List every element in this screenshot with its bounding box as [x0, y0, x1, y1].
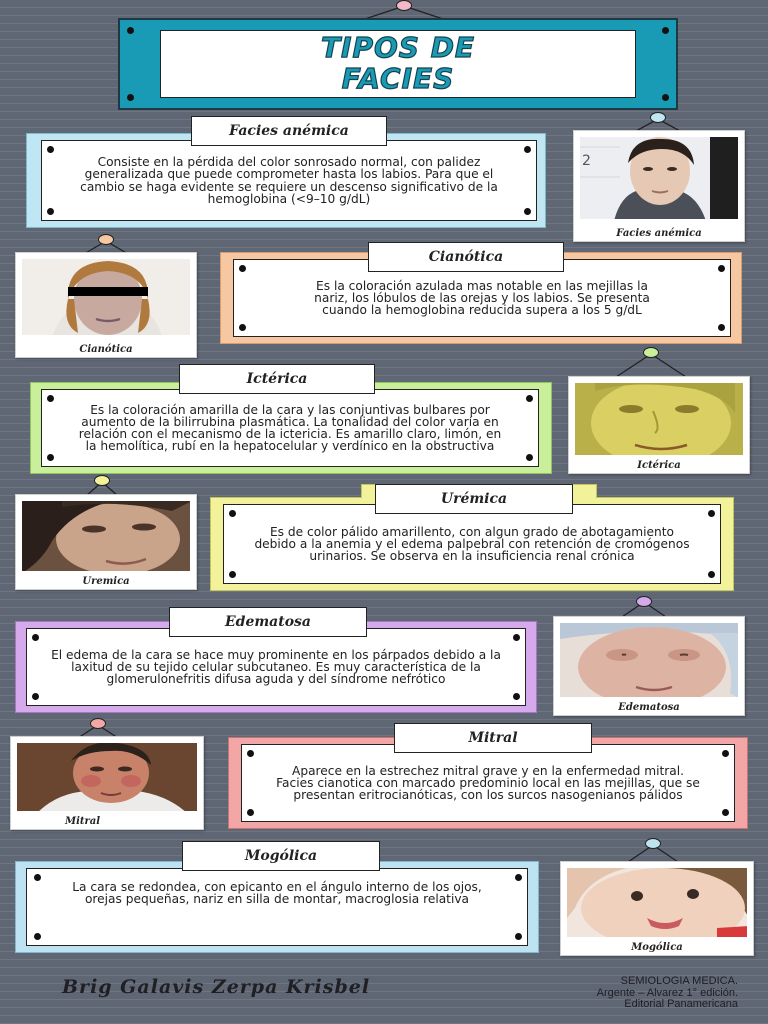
- reference-line1: SEMIOLOGIA MEDICA.: [620, 975, 738, 987]
- uremica-face-image: [22, 501, 190, 571]
- anemica-caption: Facies anémica: [616, 228, 702, 239]
- mitral-photo-pin: [90, 718, 106, 729]
- mitral-caption: Mitral: [65, 816, 101, 827]
- mogolica-photo: [560, 861, 754, 956]
- title-box: [160, 30, 636, 98]
- cianotica-photo: [15, 252, 197, 358]
- anemica-photo: [573, 130, 745, 242]
- anemica-label: Facies anémica: [191, 116, 387, 146]
- uremica-text: Es de color pálido amarillento, con algun grado de abotagamiento debido a la anemia y el edema palpebral con retención de cromógenos urinarios. Se observa en la insuficiencia renal crónica: [223, 504, 721, 584]
- mogolica-label: Mogólica: [182, 841, 380, 871]
- icterica-text: Es la coloración amarilla de la cara y las conjuntivas bulbares por aumento de la bilirrubina plasmática. La tonalidad del color varía en relación con el mecanismo de la ictericia. Es amarillo claro, limón, en la hemolítica, rubí en la hepatocelular y verdínico en la obstructiva: [41, 389, 539, 467]
- uremica-label: Urémica: [375, 484, 573, 514]
- icterica-caption: Ictérica: [637, 460, 681, 471]
- cianotica-face-image: [22, 259, 190, 335]
- cianotica-caption: Cianótica: [79, 344, 133, 355]
- icterica-photo-pin: [643, 347, 659, 358]
- uremica-photo-pin: [94, 475, 110, 486]
- reference-line3: Editorial Panamericana: [624, 998, 738, 1011]
- icterica-face-image: [575, 383, 743, 455]
- anemica-text: Consiste en la pérdida del color sonrosado normal, con palidez generalizada que puede comprometer hasta los labios. Para que el cambio se haga evidente se requiere un descenso significativo de la hemoglobina (<9–10 g/dL): [41, 140, 537, 221]
- author-signature: Brig Galavis Zerpa Krisbel: [62, 976, 371, 998]
- page-title-line1: TIPOS DE: [320, 31, 476, 65]
- title-banner: [118, 18, 678, 110]
- icterica-card: [30, 382, 552, 474]
- mogolica-text: La cara se redondea, con epicanto en el ángulo interno de los ojos, orejas pequeñas, nariz en silla de montar, macroglosia relativa: [26, 868, 528, 946]
- uremica-photo: [15, 494, 197, 590]
- edematosa-photo-pin: [636, 596, 652, 607]
- edematosa-caption: Edematosa: [618, 702, 680, 713]
- cianotica-photo-pin: [98, 234, 114, 245]
- page-title-line2: FACIES: [341, 62, 455, 95]
- title-pin: [396, 0, 412, 11]
- anemica-photo-pin: [650, 112, 666, 123]
- mogolica-caption: Mogólica: [631, 942, 683, 953]
- icterica-photo: [568, 376, 750, 474]
- mogolica-card: [15, 861, 539, 953]
- edematosa-photo: [553, 616, 745, 716]
- reference-line2: Argente – Alvarez 1° edición.: [596, 986, 738, 999]
- uremica-caption: Uremica: [82, 576, 130, 587]
- mitral-face-image: [17, 743, 197, 811]
- svg-text:2: 2: [582, 153, 591, 169]
- reference: [496, 976, 738, 1011]
- edematosa-text: El edema de la cara se hace muy prominente en los párpados debido a la laxitud de su tejido celular subcutaneo. Es muy característica de la glomerulonefritis difusa aguda y del síndrome nefrótico: [26, 628, 526, 706]
- mitral-label: Mitral: [394, 723, 592, 753]
- mitral-text: Aparece en la estrechez mitral grave y en la enfermedad mitral. Facies cianotica con marcado predominio local en las mejillas, que se presentan eritrocianóticas, con los surcos nasogenianos pálidos: [241, 744, 735, 822]
- anemica-face-image: [580, 137, 738, 219]
- icterica-label: Ictérica: [179, 364, 375, 394]
- edematosa-face-image: [560, 623, 738, 697]
- cianotica-label: Cianótica: [368, 242, 564, 272]
- anemica-card: [26, 133, 546, 228]
- cianotica-text: Es la coloración azulada mas notable en las mejillas la nariz, los lóbulos de las orejas y los labios. Se presenta cuando la hemoglobina reducida supera a los 5 g/dL: [233, 259, 731, 337]
- edematosa-label: Edematosa: [169, 607, 367, 637]
- mitral-photo: [10, 736, 204, 830]
- mogolica-photo-pin: [645, 838, 661, 849]
- mogolica-face-image: [567, 868, 747, 937]
